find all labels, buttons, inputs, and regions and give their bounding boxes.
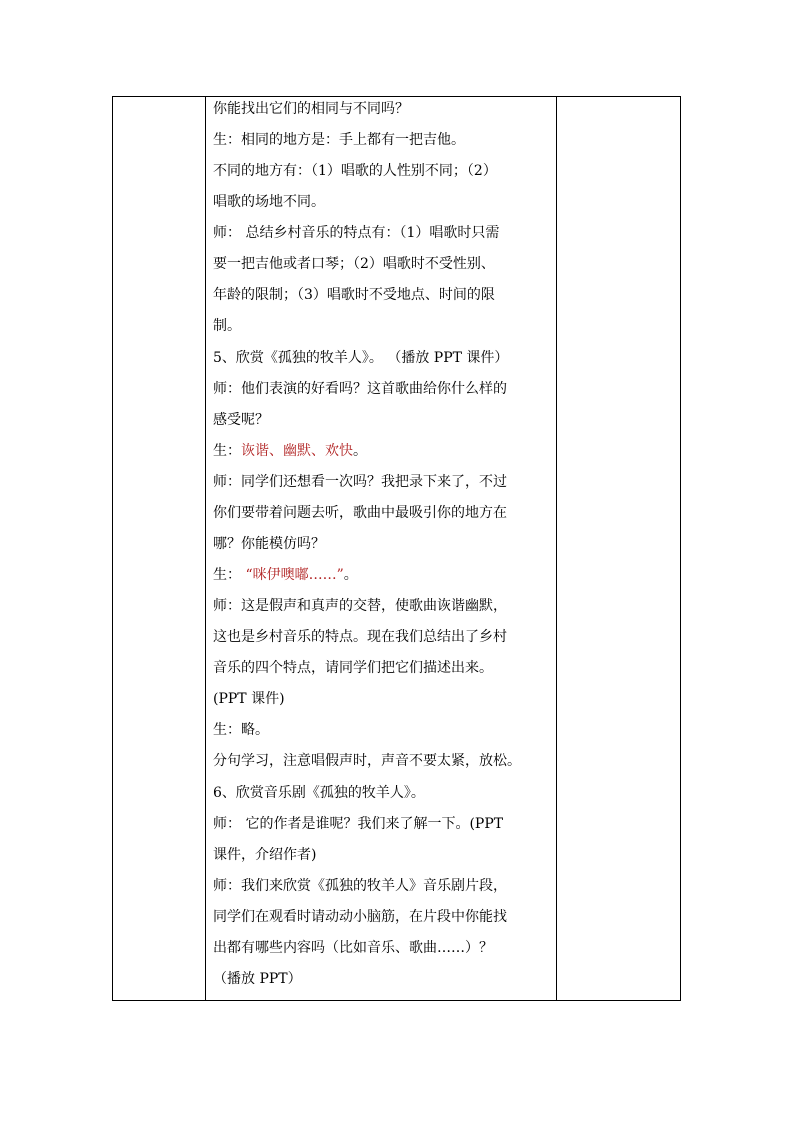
text-line — [213, 130, 465, 150]
text-segment: 不同的地方有：（1）唱歌的人性别不同；（2） — [213, 163, 497, 180]
lesson-plan-table — [112, 96, 681, 1001]
text-line — [213, 938, 493, 958]
text-segment: 制。 — [213, 318, 241, 335]
text-segment: 。 — [353, 442, 367, 459]
text-segment: （播放 PPT） — [213, 970, 302, 987]
highlighted-answer: 诙谐、幽默、欢快 — [241, 442, 353, 459]
text-segment: 6、欣赏音乐剧《孤独的牧羊人》。 — [213, 784, 425, 801]
text-segment: 师：我们来欣赏《孤独的牧羊人》音乐剧片段， — [213, 877, 507, 894]
text-segment: 师：这是假声和真声的交替，使歌曲诙谐幽默， — [213, 598, 507, 615]
text-segment: (PPT 课件) — [213, 691, 285, 708]
text-segment: 课件，介绍作者) — [213, 846, 317, 863]
text-line — [213, 845, 316, 865]
text-segment: 同学们在观看时请动动小脑筋，在片段中你能找 — [213, 908, 507, 925]
text-line — [213, 783, 425, 803]
text-segment: 生：相同的地方是：手上都有一把吉他。 — [213, 132, 465, 149]
text-line — [213, 348, 508, 368]
text-line — [213, 565, 358, 585]
text-segment: 出都有哪些内容吗（比如音乐、歌曲……）？ — [213, 939, 493, 956]
text-segment: 你们要带着问题去听，歌曲中最吸引你的地方在 — [213, 504, 507, 521]
column-divider-right — [556, 97, 557, 1000]
text-line — [213, 876, 507, 896]
text-line — [213, 969, 302, 989]
text-line — [213, 751, 521, 771]
text-segment: 哪？你能模仿吗？ — [213, 535, 325, 552]
text-segment: 师： 总结乡村音乐的特点有：（1）唱歌时只需 — [213, 225, 500, 242]
text-line — [213, 720, 269, 740]
text-line — [213, 316, 241, 336]
text-segment: 你能找出它们的相同与不同吗？ — [213, 101, 409, 117]
column-divider-left — [205, 97, 206, 1000]
text-segment: 师：同学们还想看一次吗？我把录下来了，不过 — [213, 473, 507, 490]
text-line — [213, 223, 499, 243]
text-line — [213, 689, 285, 709]
text-segment: 要一把吉他或者口琴；（2）唱歌时不受性别、 — [213, 256, 495, 273]
text-line — [213, 814, 503, 834]
text-segment: 生： — [213, 442, 241, 459]
text-line — [213, 907, 507, 927]
text-line — [213, 596, 507, 616]
text-line — [213, 285, 495, 305]
text-line — [213, 472, 507, 492]
text-segment: 师： 它的作者是谁呢？我们来了解一下。(PPT — [213, 815, 504, 832]
text-segment: 。 — [343, 567, 358, 584]
text-segment: 这也是乡村音乐的特点。现在我们总结出了乡村 — [213, 629, 507, 646]
text-line — [213, 379, 507, 399]
text-segment: 分句学习，注意唱假声时，声音不要太紧，放松。 — [213, 753, 521, 770]
text-segment: 年龄的限制；（3）唱歌时不受地点、时间的限 — [213, 287, 495, 304]
text-line — [213, 192, 325, 212]
text-line — [213, 534, 325, 554]
text-segment: 音乐的四个特点，请同学们把它们描述出来。 — [213, 660, 493, 677]
text-line — [213, 658, 493, 678]
text-segment: 感受呢？ — [213, 411, 269, 428]
text-line — [213, 627, 507, 647]
highlighted-answer: “咪伊噢嘟……” — [245, 567, 344, 584]
text-segment: 唱歌的场地不同。 — [213, 194, 325, 211]
text-segment: 生：略。 — [213, 722, 269, 739]
text-line — [213, 161, 497, 181]
text-line — [213, 99, 409, 119]
text-line — [213, 503, 507, 523]
text-segment: 5、欣赏《孤独的牧羊人》。 （播放 PPT 课件） — [213, 349, 509, 366]
text-line — [213, 410, 269, 430]
text-segment: 生： — [213, 567, 246, 584]
text-line — [213, 441, 367, 461]
text-line — [213, 254, 495, 274]
text-segment: 师：他们表演的好看吗？这首歌曲给你什么样的 — [213, 380, 507, 397]
